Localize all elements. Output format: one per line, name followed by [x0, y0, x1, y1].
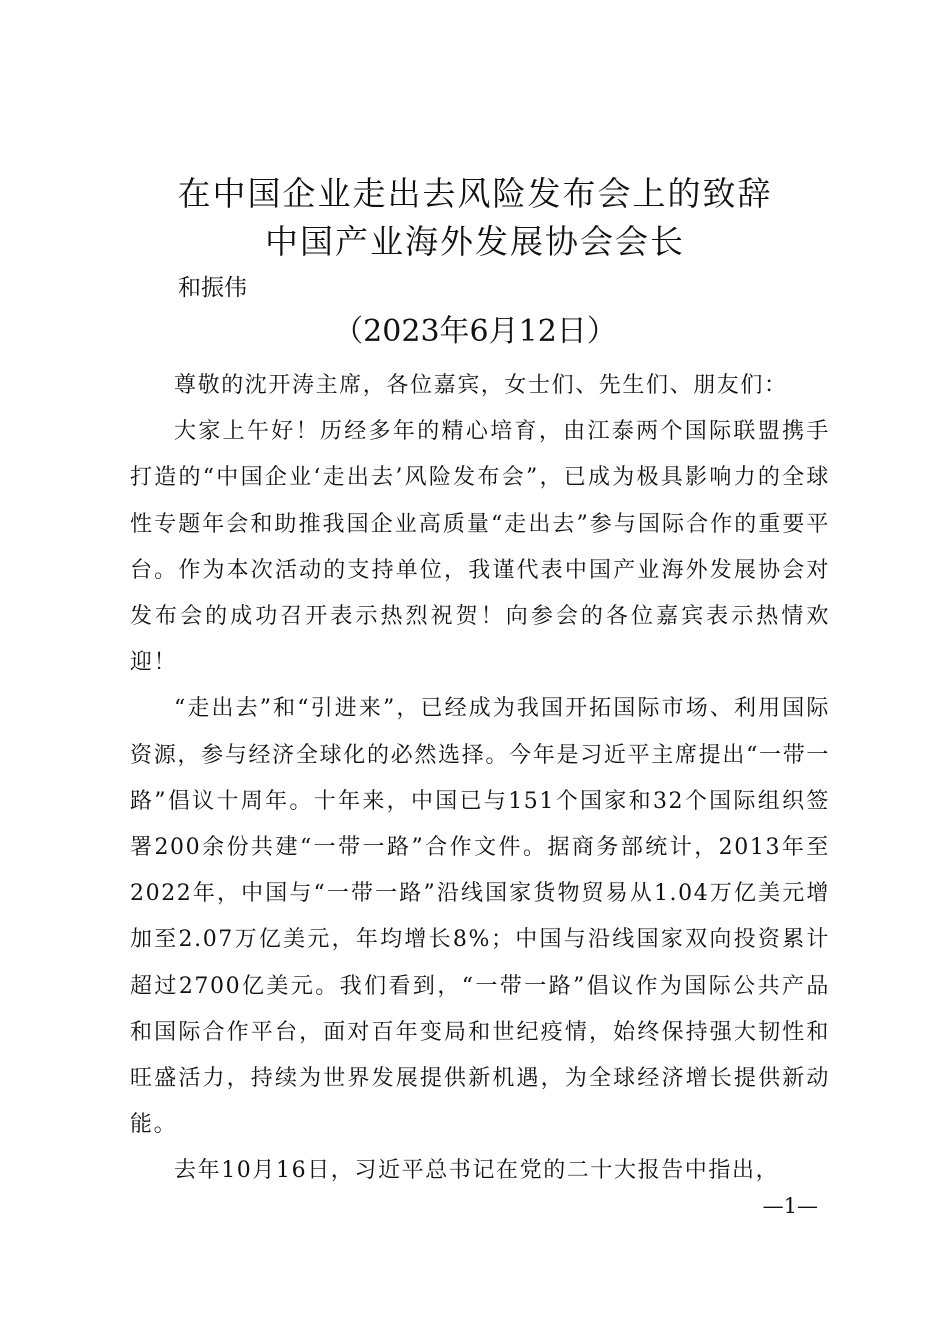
- document-subtitle: 中国产业海外发展协会会长: [265, 222, 685, 261]
- paragraph: 大家上午好！历经多年的精心培育，由江泰两个国际联盟携手打造的“中国企业‘走出去’风险发布会”，已成为极具影响力的全球性专题年会和助推我国企业高质量“走出去”参与国际合作的重要平台。作为本次活动的支持单位，我谨代表中国产业海外发展协会对发布会的成功召开表示热烈祝贺！向参会的各位嘉宾表示热情欢迎！: [130, 419, 830, 676]
- paragraph: 去年10月16日，习近平总书记在党的二十大报告中指出，: [174, 1158, 780, 1184]
- paragraph: “走出去”和“引进来”，已经成为我国开拓国际市场、利用国际资源，参与经济全球化的必然选择。今年是习近平主席提出“一带一路”倡议十周年。十年来，中国已与151个国家和32个国际组织签署200余份共建“一带一路”合作文件。据商务部统计，2013年至2022年，中国与“一带一路”沿线国家货物贸易从1.04万亿美元增加至2.07万亿美元，年均增长8%；中国与沿线国家双向投资累计超过2700亿美元。我们看到，“一带一路”倡议作为国际公共产品和国际合作平台，面对百年变局和世纪疫情，始终保持强大韧性和旺盛活力，持续为世界发展提供新机遇，为全球经济增长提供新动能。: [130, 696, 830, 1138]
- author-name: 和振伟: [178, 275, 247, 301]
- paragraph-salutation: 尊敬的沈开涛主席，各位嘉宾，女士们、先生们、朋友们：: [174, 373, 788, 398]
- speech-date: （2023年6月12日）: [333, 314, 617, 349]
- page-number: —1—: [762, 1194, 818, 1218]
- document-title: 在中国企业走出去风险发布会上的致辞: [177, 174, 773, 213]
- speech-body: [130, 363, 830, 1195]
